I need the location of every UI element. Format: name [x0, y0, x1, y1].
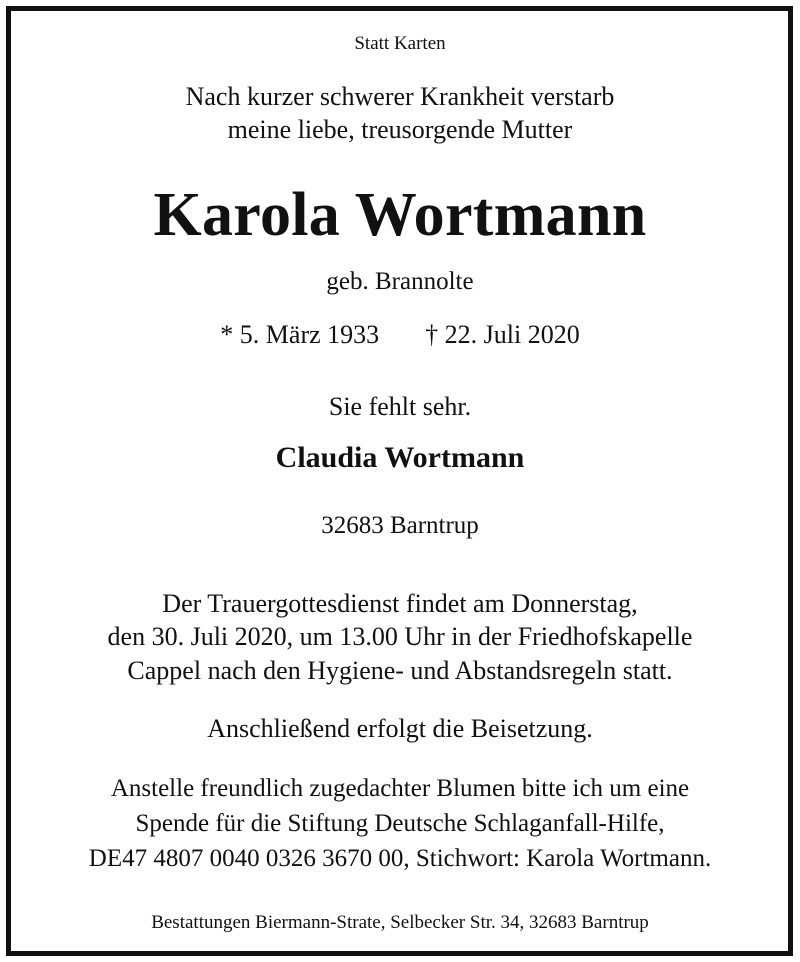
intro-line-2: meine liebe, treusorgende Mutter	[227, 115, 573, 144]
maiden-name: geb. Brannolte	[326, 268, 474, 295]
life-dates	[0, 320, 800, 350]
signatory-location: 32683 Barntrup	[321, 512, 479, 539]
donation-line-3: DE47 4807 0040 0326 3670 00, Stichwort: Karola Wortmann.	[88, 845, 712, 872]
birth-date: * 5. März 1933	[220, 320, 380, 349]
death-date: † 22. Juli 2020	[425, 320, 580, 349]
funeral-home-text: Bestattungen Biermann-Strate, Selbecker Str. 34, 32683 Barntrup	[151, 912, 649, 933]
signatory-name: Claudia Wortmann	[275, 441, 525, 474]
donation-line-2: Spende für die Stiftung Deutsche Schlaganfall-Hilfe,	[135, 810, 665, 837]
intro-line-1: Nach kurzer schwerer Krankheit verstarb	[185, 82, 615, 111]
tribute-text: Sie fehlt sehr.	[328, 392, 472, 421]
donation-line-1: Anstelle freundlich zugedachter Blumen bitte ich um eine	[110, 775, 690, 802]
service-line-2: den 30. Juli 2020, um 13.00 Uhr in der Friedhofskapelle	[107, 622, 693, 651]
header-text: Statt Karten	[354, 33, 446, 54]
service-line-3: Cappel nach den Hygiene- und Abstandsregeln statt.	[127, 656, 673, 685]
service-line-1: Der Trauergottesdienst findet am Donnerstag,	[162, 589, 638, 618]
deceased-name: Karola Wortmann	[153, 181, 647, 249]
burial-text: Anschließend erfolgt die Beisetzung.	[207, 714, 593, 743]
